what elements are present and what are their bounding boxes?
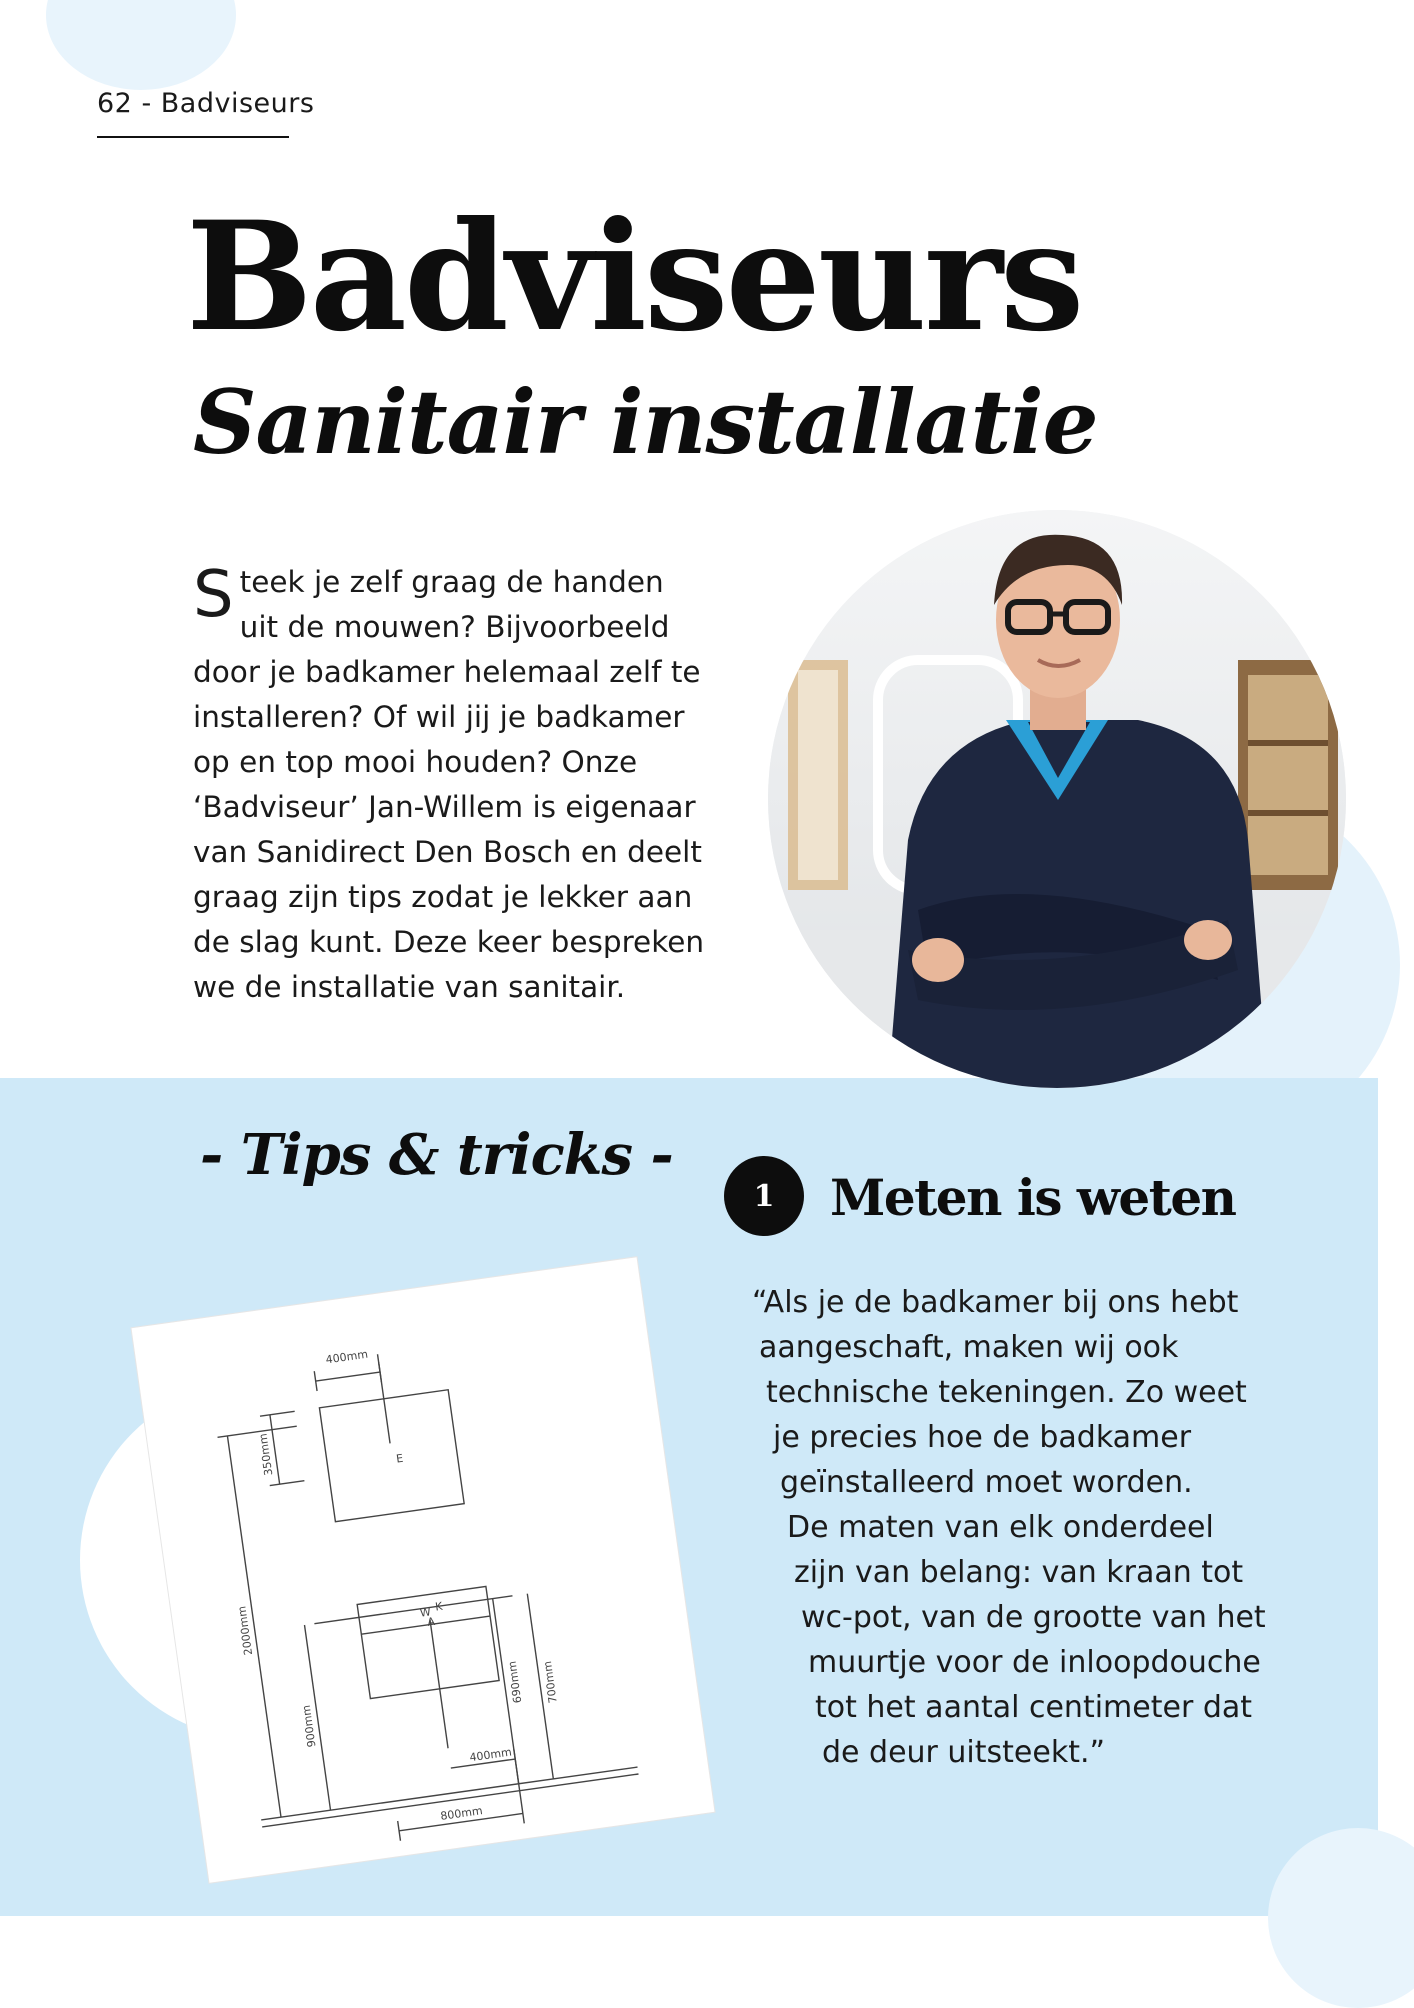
dim-label-width-bottom: 800mm bbox=[439, 1804, 484, 1823]
technical-drawing bbox=[132, 1257, 715, 1883]
quote-line: wc-pot, van de grootte van het bbox=[801, 1600, 1266, 1635]
dim-label-width-top: 400mm bbox=[324, 1347, 369, 1367]
quote-line: muurtje voor de inloopdouche bbox=[808, 1645, 1261, 1680]
intro-line: op en top mooi houden? Onze bbox=[193, 745, 638, 779]
quote-line: je precies hoe de badkamer bbox=[773, 1420, 1192, 1455]
page-subtitle: Sanitair installatie bbox=[193, 370, 1098, 474]
intro-line: uit de mouwen? Bijvoorbeeld bbox=[239, 610, 670, 644]
dim-label-width-bottom-inner: 400mm bbox=[468, 1745, 513, 1765]
intro-line: graag zijn tips zodat je lekker aan bbox=[193, 880, 693, 914]
intro-paragraph bbox=[193, 560, 713, 1010]
header-rule bbox=[97, 136, 289, 138]
quote-line: aangeschaft, maken wij ook bbox=[759, 1330, 1179, 1365]
quote-line: de deur uitsteekt.” bbox=[822, 1735, 1106, 1770]
quote-line: “Als je de badkamer bij ons hebt bbox=[752, 1285, 1239, 1320]
intro-line: de slag kunt. Deze keer bespreken bbox=[193, 925, 705, 959]
dim-label-690: 690mm bbox=[505, 1660, 525, 1704]
quote-line: technische tekeningen. Zo weet bbox=[766, 1375, 1247, 1410]
page-header-label: 62 - Badviseurs bbox=[97, 88, 315, 119]
dim-label-mark-a: A bbox=[426, 1614, 436, 1629]
dim-label-mark-w: W bbox=[419, 1605, 432, 1620]
intro-line: van Sanidirect Den Bosch en deelt bbox=[193, 835, 702, 869]
dim-label-cabinet-height: 900mm bbox=[299, 1704, 319, 1749]
intro-line: installeren? Of wil jij je badkamer bbox=[193, 700, 685, 734]
dim-label-mark-e: E bbox=[395, 1451, 405, 1466]
portrait-photo bbox=[768, 510, 1346, 1088]
intro-line: we de installatie van sanitair. bbox=[193, 970, 626, 1004]
section-title: Meten is weten bbox=[830, 1168, 1236, 1227]
section-number-badge: 1 bbox=[724, 1156, 804, 1236]
portrait-illustration bbox=[768, 510, 1346, 1088]
page-title: Badviseurs bbox=[186, 189, 1082, 365]
dim-label-total-height: 2000mm bbox=[235, 1605, 256, 1656]
dim-label-700: 700mm bbox=[540, 1660, 560, 1705]
intro-line: teek je zelf graag de handen bbox=[239, 565, 664, 599]
intro-line: door je badkamer helemaal zelf te bbox=[193, 655, 701, 689]
intro-line: ‘Badviseur’ Jan-Willem is eigenaar bbox=[193, 790, 696, 824]
quote-line: zijn van belang: van kraan tot bbox=[794, 1555, 1244, 1590]
intro-dropcap: S bbox=[193, 558, 234, 632]
dim-label-mark-k: K bbox=[434, 1599, 444, 1614]
quote-line: geïnstalleerd moet worden. bbox=[780, 1465, 1193, 1500]
tips-heading: - Tips & tricks - bbox=[200, 1122, 673, 1188]
quote-line: De maten van elk onderdeel bbox=[787, 1510, 1214, 1545]
technical-drawing-svg bbox=[132, 1257, 715, 1883]
decor-circle-top-left bbox=[46, 0, 236, 90]
quote-line: tot het aantal centimeter dat bbox=[815, 1690, 1253, 1725]
dim-label-mirror-height: 350mm bbox=[256, 1432, 276, 1477]
